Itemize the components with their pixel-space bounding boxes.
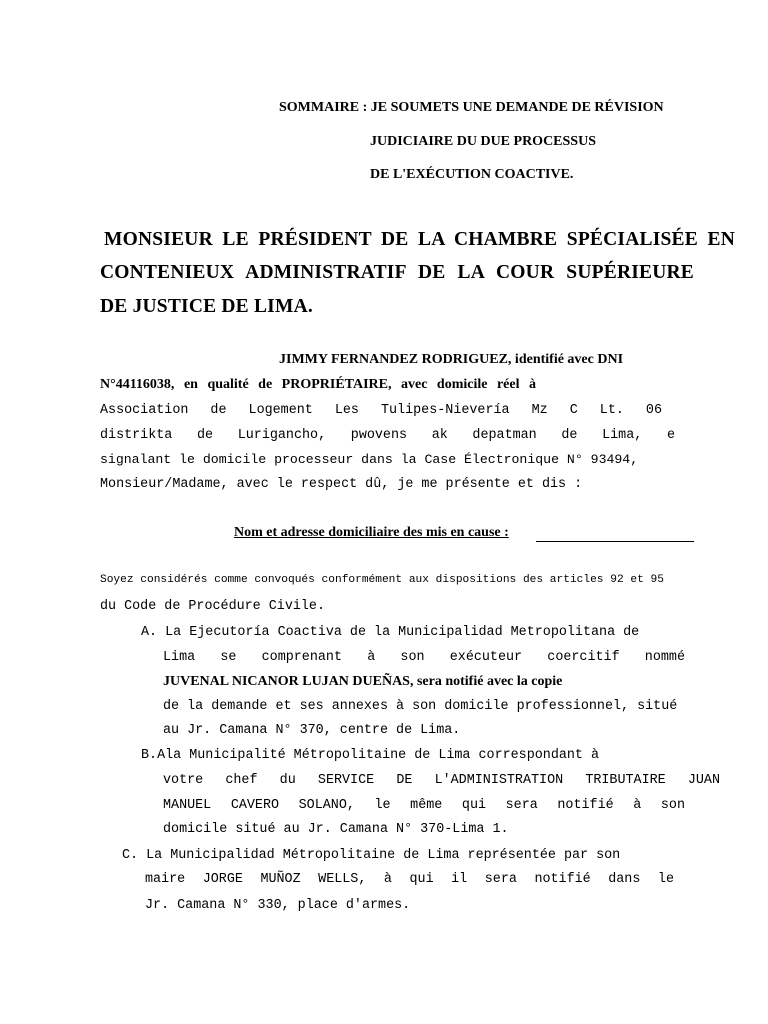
intro-line-3: Association de Logement Les Tulipes-Nievería Mz C Lt. 06 (100, 403, 662, 418)
intro-line-4: distrikta de Lurigancho, pwovens ak depatman de Lima, e (100, 428, 675, 443)
summary-line-3: DE L'EXÉCUTION COACTIVE. (370, 167, 574, 182)
item-c-line-1: C. La Municipalidad Métropolitaine de Lima représentée par son (122, 848, 621, 863)
section-title: Nom et adresse domiciliaire des mis en cause : (234, 525, 509, 540)
item-a-line-3: JUVENAL NICANOR LUJAN DUEÑAS, sera notifié avec la copie (163, 674, 563, 689)
intro-line-2: N°44116038, en qualité de PROPRIÉTAIRE, avec domicile réel à (100, 377, 536, 392)
item-b-line-2: votre chef du SERVICE DE L'ADMINISTRATION TRIBUTAIRE JUAN (163, 773, 720, 788)
convocation-line-2: du Code de Procédure Civile. (100, 599, 325, 614)
intro-line-6: Monsieur/Madame, avec le respect dû, je me présente et dis : (100, 477, 583, 492)
item-b-line-1: B.Ala Municipalité Métropolitaine de Lima correspondant à (141, 748, 600, 763)
addressee-line-3: DE JUSTICE DE LIMA. (100, 296, 313, 317)
item-b-line-4: domicile situé au Jr. Camana N° 370-Lima 1. (163, 822, 509, 837)
addressee-line-1: MONSIEUR LE PRÉSIDENT DE LA CHAMBRE SPÉCIALISÉE EN (104, 229, 735, 250)
intro-line-5: signalant le domicile processeur dans la Case Électronique N° 93494, (100, 452, 639, 467)
item-a-line-4: de la demande et ses annexes à son domicile professionnel, situé (163, 699, 678, 714)
summary-line-2: JUDICIAIRE DU DUE PROCESSUS (370, 134, 596, 149)
intro-line-1: JIMMY FERNANDEZ RODRIGUEZ, identifié avec DNI (279, 352, 624, 367)
item-a-line-5: au Jr. Camana N° 370, centre de Lima. (163, 723, 461, 738)
addressee-line-2: CONTENIEUX ADMINISTRATIF DE LA COUR SUPÉRIEURE (100, 262, 694, 283)
item-a-line-1: A. La Ejecutoría Coactiva de la Municipalidad Metropolitana de (141, 625, 640, 640)
fill-in-line (536, 541, 694, 542)
item-c-line-2: maire JORGE MUÑOZ WELLS, à qui il sera notifié dans le (145, 872, 674, 887)
item-a-line-2: Lima se comprenant à son exécuteur coercitif nommé (163, 650, 685, 665)
convocation-line-1: Soyez considérés comme convoqués conformément aux dispositions des articles 92 et 95 (100, 574, 664, 586)
item-c-line-3: Jr. Camana N° 330, place d'armes. (145, 898, 411, 913)
item-b-line-3: MANUEL CAVERO SOLANO, le même qui sera notifié à son (163, 798, 685, 813)
summary-line-1: SOMMAIRE : JE SOUMETS UNE DEMANDE DE RÉVISION (279, 100, 664, 115)
